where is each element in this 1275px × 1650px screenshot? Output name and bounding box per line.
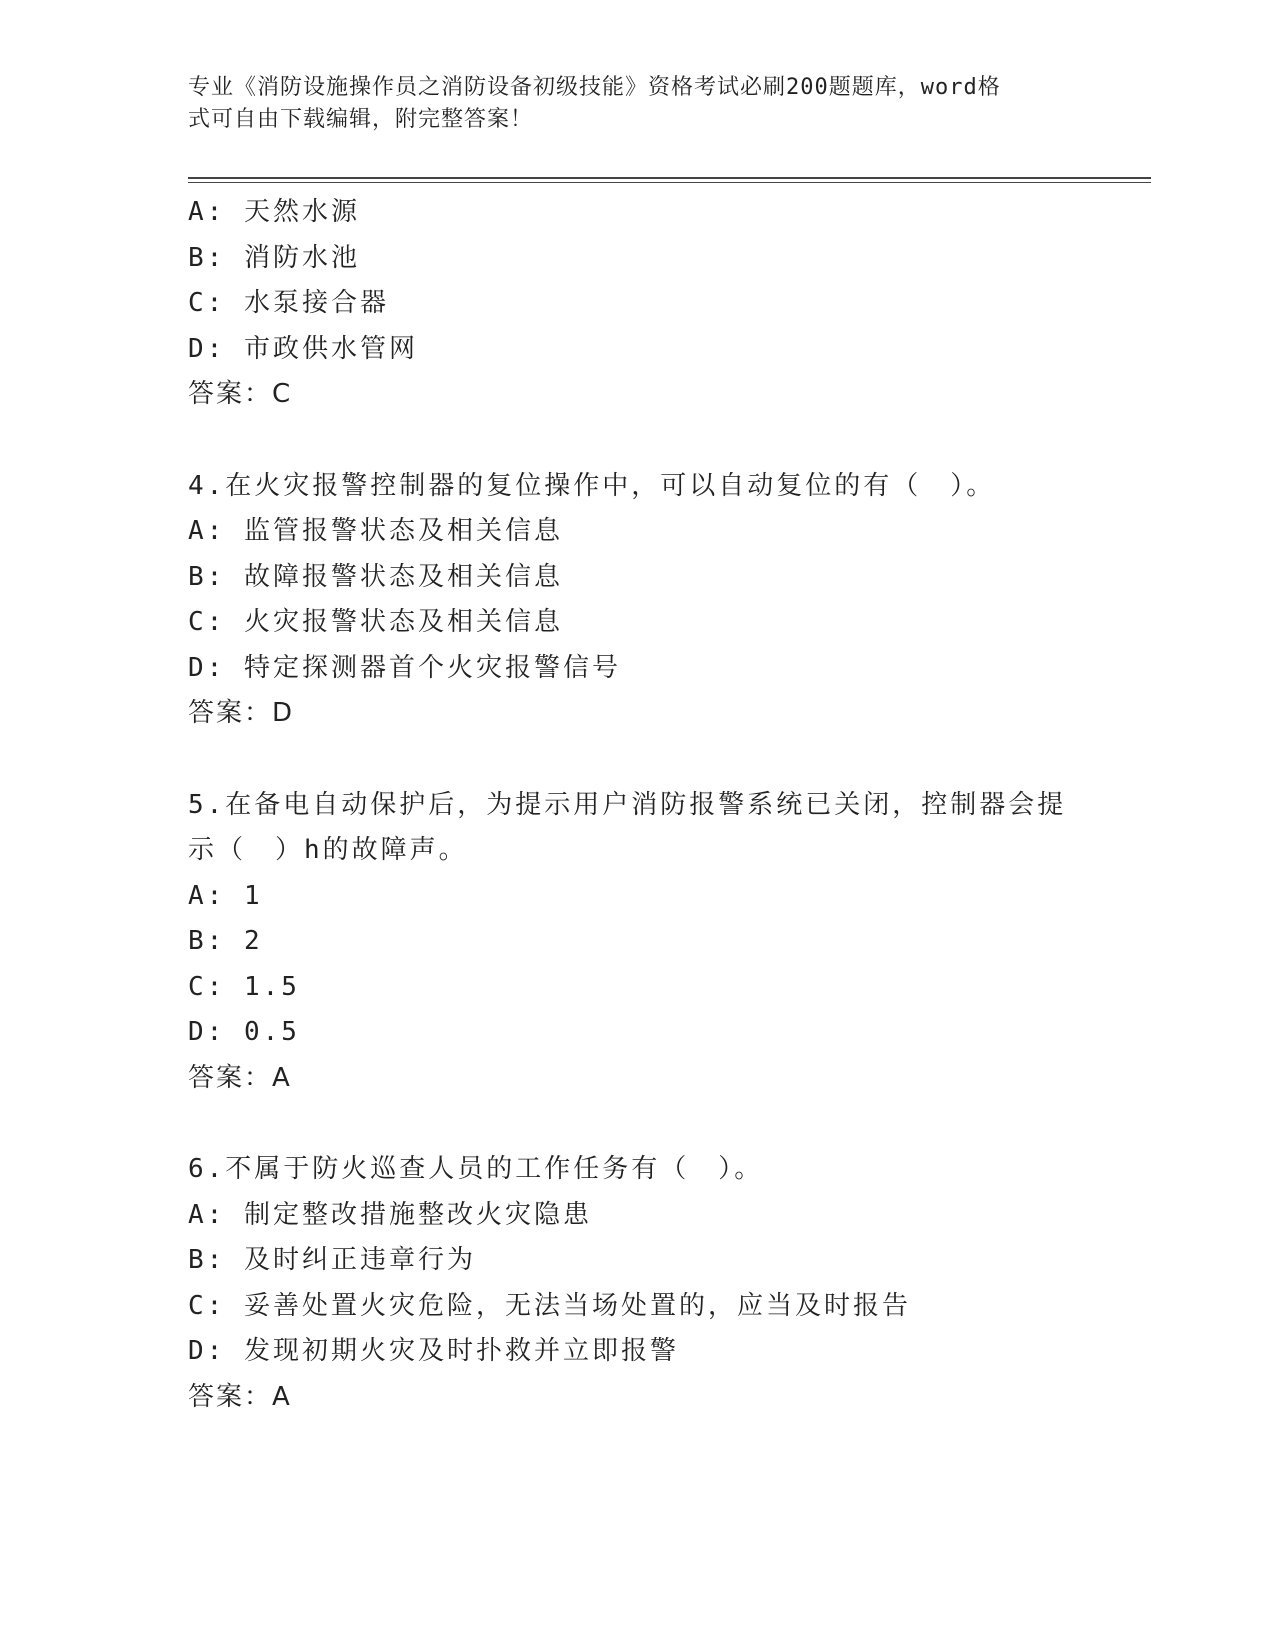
option-d: D: 发现初期火灾及时扑救并立即报警 <box>188 1336 679 1366</box>
question-4-text: 4.在火灾报警控制器的复位操作中，可以自动复位的有（ ）。 <box>188 470 996 501</box>
option-b: B: 2 <box>188 926 263 956</box>
question-6-text: 6.不属于防火巡查人员的工作任务有（ ）。 <box>188 1154 764 1184</box>
option-a: A: 监管报警状态及相关信息 <box>188 516 563 546</box>
question-6-block <box>188 1147 1088 1420</box>
header-divider-thin <box>188 182 1151 183</box>
question-3-block <box>188 190 1088 418</box>
question-5-text-line-2: 示（ ）h的故障声。 <box>188 835 468 865</box>
option-c: C: 1.5 <box>188 971 300 1002</box>
header-divider-thick <box>188 177 1151 179</box>
document-header <box>188 72 1068 136</box>
option-d: D: 市政供水管网 <box>188 333 418 364</box>
question-5-block <box>188 783 1088 1102</box>
option-a: A: 制定整改措施整改火灾隐患 <box>188 1199 592 1230</box>
answer-label: 答案：D <box>188 698 295 728</box>
option-c: C: 妥善处置火灾危险，无法当场处置的，应当及时报告 <box>188 1290 911 1321</box>
option-a: A: 1 <box>188 880 263 911</box>
question-spacer <box>188 737 1088 783</box>
answer-label: 答案：A <box>188 1062 292 1093</box>
option-c: C: 火灾报警状态及相关信息 <box>188 607 563 637</box>
option-d: D: 特定探测器首个火灾报警信号 <box>188 652 621 683</box>
header-line-2: 式可自由下载编辑，附完整答案！ <box>188 107 534 132</box>
option-c: C: 水泵接合器 <box>188 288 389 318</box>
answer-label: 答案：C <box>188 379 293 409</box>
option-b: B: 消防水池 <box>188 242 360 273</box>
option-b: B: 故障报警状态及相关信息 <box>188 561 563 592</box>
question-4-block <box>188 464 1088 737</box>
header-line-1: 专业《消防设施操作员之消防设备初级技能》资格考试必刷200题题库，word格 <box>188 75 1001 100</box>
option-b: B: 及时纠正违章行为 <box>188 1245 476 1275</box>
question-spacer <box>188 418 1088 464</box>
answer-label: 答案：A <box>188 1381 292 1412</box>
question-list <box>188 190 1088 1420</box>
question-5-text-line-1: 5.在备电自动保护后，为提示用户消防报警系统已关闭，控制器会提 <box>188 789 1067 820</box>
option-a: A: 天然水源 <box>188 197 360 227</box>
option-d: D: 0.5 <box>188 1017 300 1047</box>
question-spacer <box>188 1101 1088 1147</box>
